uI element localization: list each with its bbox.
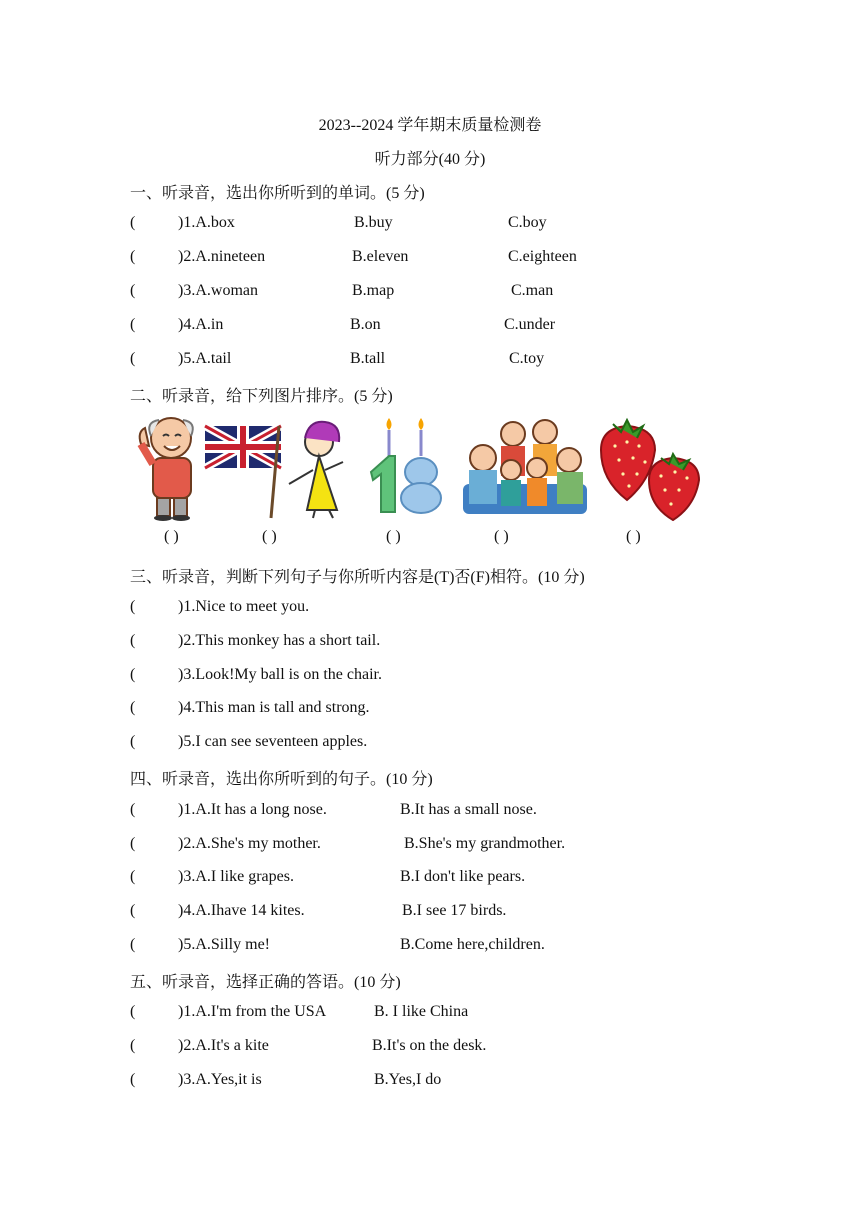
answer-blank-open: ( (130, 350, 136, 367)
s4-q4-option-a: )4.A.Ihave 14 kites. (178, 902, 305, 919)
picture-2-blank: ( ) (262, 528, 277, 545)
answer-blank-open: ( (130, 835, 136, 852)
answer-blank-open: ( (130, 936, 136, 953)
s1-question-2 (130, 248, 750, 270)
answer-blank-open: ( (130, 316, 136, 333)
s4-question-3 (130, 868, 750, 890)
section-3-heading: 三、听录音，判断下列句子与你所听内容是(T)否(F)相符。(10 分) (130, 569, 585, 586)
s4-q4-option-b: B.I see 17 birds. (402, 902, 507, 919)
page-title: 2023--2024 学年期末质量检测卷 (318, 117, 542, 134)
s5-q1-option-b: B. I like China (374, 1003, 469, 1020)
answer-blank-open: ( (130, 1071, 136, 1088)
s1-question-5 (130, 350, 750, 372)
picture-3-blank: ( ) (386, 528, 401, 545)
s1-q2-option-b: B.eleven (352, 248, 409, 265)
s1-q5-option-b: B.tall (350, 350, 386, 367)
s1-q4-option-a: )4.A.in (178, 316, 224, 333)
s5-q3-option-b: B.Yes,I do (374, 1071, 442, 1088)
answer-blank-open: ( (130, 282, 136, 299)
s1-q1-option-c: C.boy (508, 214, 547, 231)
s4-q1-option-a: )1.A.It has a long nose. (178, 801, 327, 818)
s3-q5-text: )5.I can see seventeen apples. (178, 733, 368, 750)
s1-q3-option-b: B.map (352, 282, 395, 299)
answer-blank-open: ( (130, 1037, 136, 1054)
grandpa-picture (127, 414, 207, 522)
answer-blank-open: ( (130, 733, 136, 750)
s4-q3-option-b: B.I don't like pears. (400, 868, 526, 885)
s5-q2-option-b: B.It's on the desk. (372, 1037, 487, 1054)
s4-q5-option-b: B.Come here,children. (400, 936, 545, 953)
section-1-heading: 一、听录音，选出你所听到的单词。(5 分) (130, 185, 425, 202)
answer-blank-open: ( (130, 214, 136, 231)
answer-blank-open: ( (130, 801, 136, 818)
answer-blank-open: ( (130, 598, 136, 615)
s4-q2-option-b: B.She's my grandmother. (404, 835, 566, 852)
section-5-heading: 五、听录音，选择正确的答语。(10 分) (130, 974, 401, 991)
s1-q4-option-b: B.on (350, 316, 381, 333)
s1-q1-option-b: B.buy (354, 214, 393, 231)
s4-question-2 (130, 835, 750, 857)
s1-question-3 (130, 282, 750, 304)
section-4-heading: 四、听录音，选出你所听到的句子。(10 分) (130, 771, 433, 788)
answer-blank-open: ( (130, 868, 136, 885)
answer-blank-open: ( (130, 666, 136, 683)
birthday-18-picture (355, 416, 451, 516)
s1-q2-option-a: )2.A.nineteen (178, 248, 266, 265)
s3-question-3 (130, 666, 750, 688)
picture-row (125, 410, 725, 525)
section-2-heading: 二、听录音，给下列图片排序。(5 分) (130, 388, 393, 405)
answer-blank-open: ( (130, 1003, 136, 1020)
answer-blank-open: ( (130, 632, 136, 649)
picture-1-blank: ( ) (164, 528, 179, 545)
s1-q4-option-c: C.under (504, 316, 556, 333)
s5-q1-option-a: )1.A.I'm from the USA (178, 1003, 327, 1020)
s4-q3-option-a: )3.A.I like grapes. (178, 868, 294, 885)
s3-q2-text: )2.This monkey has a short tail. (178, 632, 381, 649)
s1-q1-option-a: )1.A.box (178, 214, 235, 231)
s5-question-1 (130, 1003, 750, 1025)
s3-q4-text: )4.This man is tall and strong. (178, 699, 370, 716)
s5-question-3 (130, 1071, 750, 1093)
answer-blank-open: ( (130, 248, 136, 265)
s3-q1-text: )1.Nice to meet you. (178, 598, 310, 615)
s3-question-5 (130, 733, 750, 755)
answer-blank-open: ( (130, 699, 136, 716)
s1-q5-option-c: C.toy (509, 350, 545, 367)
s4-question-5 (130, 936, 750, 958)
s5-q2-option-a: )2.A.It's a kite (178, 1037, 269, 1054)
uk-flag-girl-picture (201, 410, 351, 522)
s3-q3-text: )3.Look!My ball is on the chair. (178, 666, 382, 683)
s4-q2-option-a: )2.A.She's my mother. (178, 835, 321, 852)
s1-q3-option-a: )3.A.woman (178, 282, 258, 299)
s1-q3-option-c: C.man (511, 282, 554, 299)
answer-blank-open: ( (130, 902, 136, 919)
picture-5-blank: ( ) (626, 528, 641, 545)
s1-question-1 (130, 214, 750, 236)
s3-question-4 (130, 699, 750, 721)
family-picture (461, 414, 589, 520)
s4-question-4 (130, 902, 750, 924)
page-subtitle: 听力部分(40 分) (374, 151, 486, 168)
picture-4-blank: ( ) (494, 528, 509, 545)
s4-q5-option-a: )5.A.Silly me! (178, 936, 270, 953)
s5-question-2 (130, 1037, 750, 1059)
s1-q5-option-a: )5.A.tail (178, 350, 232, 367)
s1-question-4 (130, 316, 750, 338)
s4-question-1 (130, 801, 750, 823)
s4-q1-option-b: B.It has a small nose. (400, 801, 537, 818)
s1-q2-option-c: C.eighteen (508, 248, 577, 265)
strawberries-picture (591, 410, 721, 522)
s5-q3-option-a: )3.A.Yes,it is (178, 1071, 262, 1088)
s3-question-2 (130, 632, 750, 654)
s3-question-1 (130, 598, 750, 620)
